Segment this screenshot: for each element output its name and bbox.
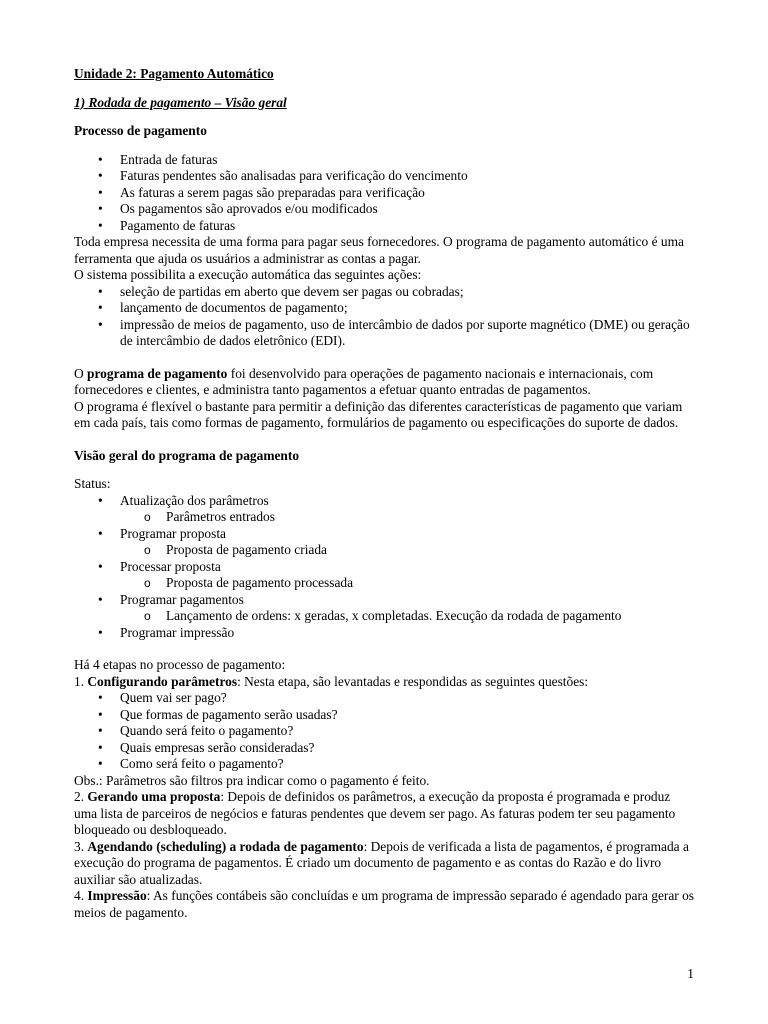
acoes-list xyxy=(74,284,694,350)
sub-list xyxy=(74,542,694,559)
status-list xyxy=(74,625,694,642)
list-item: • Quem vai ser pago? xyxy=(74,690,694,707)
visao-heading: Visão geral do programa de pagamento xyxy=(74,447,300,463)
text-span: 1. xyxy=(74,673,88,689)
text-span: foi desenvolvido para operações de pagamento nacionais e internacionais, com fornecedores e clientes, e administra tanto pagamentos a efetuar quanto entradas de pagamentos. xyxy=(74,365,654,397)
text-span: 4. xyxy=(74,888,88,903)
list-item: • Programar pagamentos xyxy=(74,592,694,609)
text-span: 2. xyxy=(74,789,88,804)
sub-list-item: o Parâmetros entrados xyxy=(74,509,694,526)
list-item: • Quais empresas serão consideradas? xyxy=(74,740,694,757)
list-item: • seleção de partidas em aberto que devem ser pagas ou cobradas; xyxy=(74,284,694,301)
obs-note: Obs.: Parâmetros são filtros pra indicar como o pagamento é feito. xyxy=(74,772,430,788)
list-item: • impressão de meios de pagamento, uso de intercâmbio de dados por suporte magnético (DME) ou geração de intercâmbio de dados eletrônico (EDI). xyxy=(74,317,694,350)
paragraph xyxy=(74,366,694,399)
list-item: • Entrada de faturas xyxy=(74,152,694,169)
list-item: • lançamento de documentos de pagamento; xyxy=(74,300,694,317)
sub-list xyxy=(74,509,694,526)
text-span: 3. xyxy=(74,838,88,854)
page-number: 1 xyxy=(687,966,694,981)
sub-list xyxy=(74,575,694,592)
status-list xyxy=(74,526,694,543)
processo-heading: Processo de pagamento xyxy=(74,123,207,138)
list-item: • Que formas de pagamento serão usadas? xyxy=(74,707,694,724)
document-title: Unidade 2: Pagamento Automático xyxy=(74,66,274,81)
paragraph: Há 4 etapas no processo de pagamento: xyxy=(74,657,286,672)
text-span: : Nesta etapa, são levantadas e respondidas as seguintes questões: xyxy=(237,673,589,689)
text-span: : Depois de definidos os parâmetros, a execução da proposta é programada e produz uma lista de parceiros de negócios e faturas pendentes que devem ser pago. As faturas podem ter seu pagamento bloqueado ou desbloqueado. xyxy=(74,789,676,837)
sub-list-item: o Proposta de pagamento criada xyxy=(74,542,694,559)
etapa-3 xyxy=(74,839,694,889)
bold-term: Configurando parâmetros xyxy=(87,673,238,689)
text-span: : As funções contábeis são concluídas e um programa de impressão separado é agendado para gerar os meios de pagamento. xyxy=(74,888,695,920)
paragraph: Toda empresa necessita de uma forma para pagar seus fornecedores. O programa de pagamento automático é uma ferramenta que ajuda os usuários a administrar as contas a pagar. xyxy=(74,234,684,266)
document-page xyxy=(74,66,694,921)
list-item: • Como será feito o pagamento? xyxy=(74,756,694,773)
bold-term: programa de pagamento xyxy=(87,365,228,381)
status-label: Status: xyxy=(74,476,111,491)
section-heading: 1) Rodada de pagamento – Visão geral xyxy=(74,94,287,110)
paragraph: O sistema possibilita a execução automática das seguintes ações: xyxy=(74,267,422,282)
etapa-2 xyxy=(74,789,694,839)
text-span: O xyxy=(74,365,88,381)
sub-list xyxy=(74,608,694,625)
paragraph: O programa é flexível o bastante para permitir a definição das diferentes características de pagamento que variam em cada país, tais como formas de pagamento, formulários de pagamento ou especificações do suporte de dados. xyxy=(74,398,683,430)
list-item: • Quando será feito o pagamento? xyxy=(74,723,694,740)
etapa-4 xyxy=(74,888,694,921)
status-list xyxy=(74,559,694,576)
list-item: • Programar proposta xyxy=(74,526,694,543)
list-item: • Atualização dos parâmetros xyxy=(74,493,694,510)
processo-list xyxy=(74,152,694,235)
etapa-1 xyxy=(74,674,694,691)
text-span: : Depois de verificada a lista de pagamentos, é programada a execução do programa de pagamentos. É criado um documento de pagamento e as contas do Razão e do livro auxiliar são atualizadas. xyxy=(74,838,689,887)
status-list xyxy=(74,592,694,609)
status-list xyxy=(74,493,694,510)
sub-list-item: o Lançamento de ordens: x geradas, x completadas. Execução da rodada de pagamento xyxy=(74,608,694,625)
list-item: • Faturas pendentes são analisadas para verificação do vencimento xyxy=(74,168,694,185)
list-item: • Programar impressão xyxy=(74,625,694,642)
bold-term: Impressão xyxy=(87,888,147,903)
list-item: • As faturas a serem pagas são preparadas para verificação xyxy=(74,185,694,202)
list-item: • Processar proposta xyxy=(74,559,694,576)
bold-term: Gerando uma proposta xyxy=(87,789,221,804)
sub-list-item: o Proposta de pagamento processada xyxy=(74,575,694,592)
bold-term: Agendando (scheduling) a rodada de pagamento xyxy=(87,838,364,854)
questoes-list xyxy=(74,690,694,773)
list-item: • Pagamento de faturas xyxy=(74,218,694,235)
list-item: • Os pagamentos são aprovados e/ou modificados xyxy=(74,201,694,218)
